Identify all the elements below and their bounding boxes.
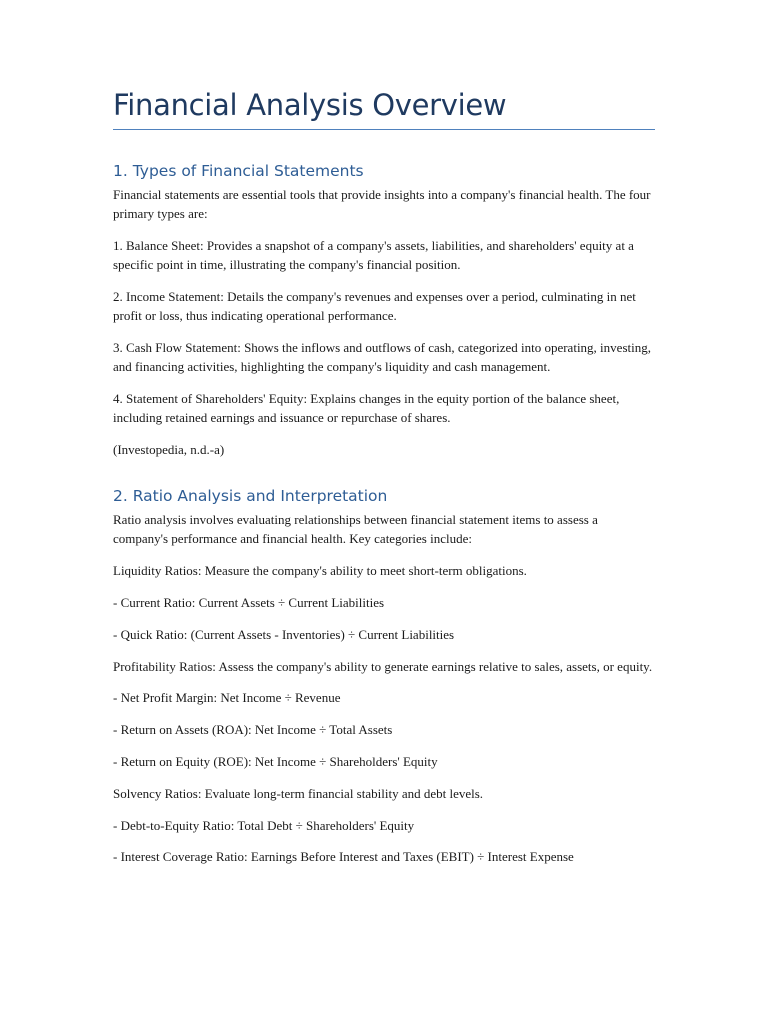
section-heading-ratio-analysis: 2. Ratio Analysis and Interpretation: [113, 487, 388, 506]
section-heading-financial-statements: 1. Types of Financial Statements: [113, 161, 364, 180]
ratio-net-profit-margin: - Net Profit Margin: Net Income ÷ Revenue: [113, 690, 341, 706]
ratio-current: - Current Ratio: Current Assets ÷ Current Liabilities: [113, 595, 385, 611]
ratio-interest-coverage: - Interest Coverage Ratio: Earnings Before Interest and Taxes (EBIT) ÷ Interest Expense: [113, 849, 574, 865]
citation: (Investopedia, n.d.-a): [113, 441, 225, 457]
ratio-quick: - Quick Ratio: (Current Assets - Inventories) ÷ Current Liabilities: [113, 626, 455, 642]
statement-income: 2. Income Statement: Details the company's revenues and expenses over a period, culminating in net profit or loss, thus indicating operational performance.: [113, 288, 636, 324]
liquidity-ratios-heading: Liquidity Ratios: Measure the company's ability to meet short-term obligations.: [113, 563, 527, 579]
ratio-roe: - Return on Equity (ROE): Net Income ÷ Shareholders' Equity: [113, 754, 438, 770]
section-1-intro: Financial statements are essential tools that provide insights into a company's financial health. The four primary types are:: [113, 186, 651, 222]
solvency-ratios-heading: Solvency Ratios: Evaluate long-term financial stability and debt levels.: [113, 785, 484, 801]
profitability-ratios-heading: Profitability Ratios: Assess the company's ability to generate earnings relative to sales, assets, or equity.: [113, 658, 653, 674]
document-title: Financial Analysis Overview: [113, 88, 655, 130]
document-page: [113, 88, 655, 879]
statement-shareholders-equity: 4. Statement of Shareholders' Equity: Explains changes in the equity portion of the balance sheet, including retained earnings and issuance or repurchase of shares.: [113, 390, 620, 426]
statement-cash-flow: 3. Cash Flow Statement: Shows the inflows and outflows of cash, categorized into operating, investing, and financing activities, highlighting the company's liquidity and cash management.: [113, 339, 651, 375]
ratio-roa: - Return on Assets (ROA): Net Income ÷ Total Assets: [113, 722, 393, 738]
section-2-intro: Ratio analysis involves evaluating relationships between financial statement items to assess a company's performance and financial health. Key categories include:: [113, 512, 598, 547]
ratio-debt-to-equity: - Debt-to-Equity Ratio: Total Debt ÷ Shareholders' Equity: [113, 817, 415, 833]
statement-balance-sheet: 1. Balance Sheet: Provides a snapshot of a company's assets, liabilities, and shareholders' equity at a specific point in time, illustrating the company's financial position.: [113, 237, 634, 273]
